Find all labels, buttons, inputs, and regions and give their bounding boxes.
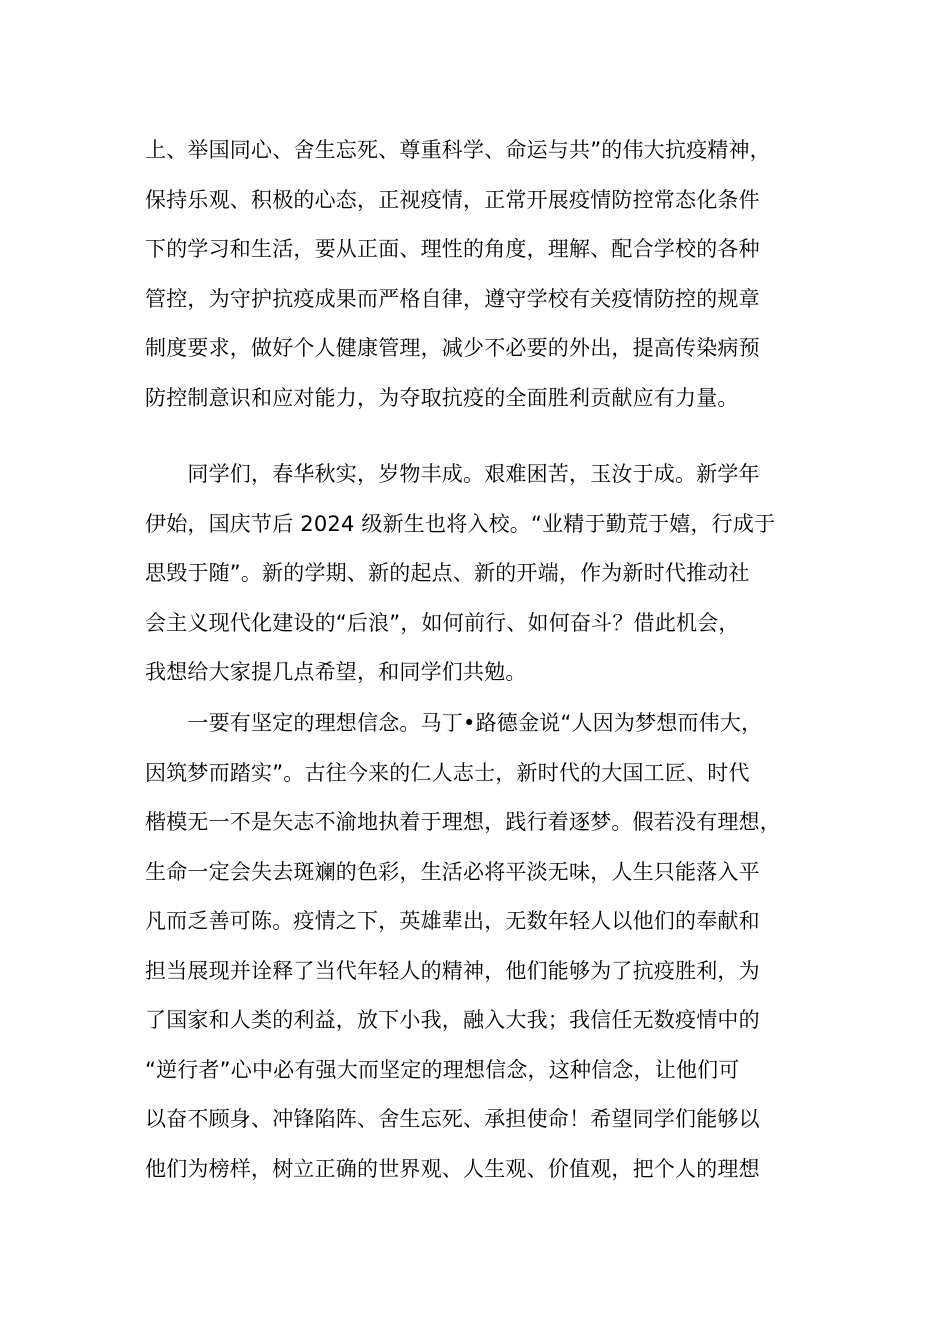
text-line: 伊始，国庆节后 2024 级新生也将入校。“业精于勤荒于嬉，行成于 bbox=[145, 511, 776, 536]
text-line: 了国家和人类的利益，放下小我，融入大我；我信任无数疫情中的 bbox=[145, 1008, 760, 1032]
text-line: 一要有坚定的理想信念。马丁•路德金说“人因为梦想而伟大， bbox=[145, 711, 763, 735]
text-line: 上、举国同心、舍生忘死、尊重科学、命运与共”的伟大抗疫精神， bbox=[145, 138, 771, 162]
paragraph-3 bbox=[145, 699, 845, 1194]
text-line: 楷模无一不是矢志不渝地执着于理想，践行着逐梦。假若没有理想， bbox=[145, 810, 781, 834]
text-line: 因筑梦而踏实”。古往今来的仁人志士，新时代的大国工匠、时代 bbox=[145, 760, 750, 785]
text-line: “逆行者”心中必有强大而坚定的理想信念，这种信念，让他们可 bbox=[145, 1057, 740, 1082]
text-line: 生命一定会失去斑斓的色彩，生活必将平淡无味，人生只能落入平 bbox=[145, 859, 760, 884]
text-line: 担当展现并诠释了当代年轻人的精神，他们能够为了抗疫胜利，为 bbox=[145, 958, 760, 983]
text-line: 管控，为守护抗疫成果而严格自律，遵守学校有关疫情防控的规章 bbox=[145, 286, 760, 311]
text-line: 他们为榜样，树立正确的世界观、人生观、价值观，把个人的理想 bbox=[145, 1156, 760, 1181]
text-line: 以奋不顾身、冲锋陷阵、舍生忘死、承担使命！希望同学们能够以 bbox=[145, 1107, 760, 1131]
text-line: 保持乐观、积极的心态，正视疫情，正常开展疫情防控常态化条件 bbox=[145, 187, 760, 212]
paragraph-1 bbox=[145, 126, 845, 423]
text-line: 会主义现代化建设的“后浪”，如何前行、如何奋斗？借此机会， bbox=[145, 610, 740, 635]
text-line: 制度要求，做好个人健康管理，减少不必要的外出，提高传染病预 bbox=[145, 336, 760, 360]
text-line: 下的学习和生活，要从正面、理性的角度，理解、配合学校的各种 bbox=[145, 237, 760, 261]
text-line: 我想给大家提几点希望，和同学们共勉。 bbox=[145, 660, 527, 684]
text-line: 凡而乏善可陈。疫情之下，英雄辈出，无数年轻人以他们的奉献和 bbox=[145, 909, 760, 933]
text-line: 防控制意识和应对能力，为夺取抗疫的全面胜利贡献应有力量。 bbox=[145, 385, 739, 410]
text-line: 思毁于随”。新的学期、新的起点、新的开端，作为新时代推动社 bbox=[145, 561, 750, 585]
paragraph-2 bbox=[145, 450, 845, 698]
text-line: 同学们，春华秋实，岁物丰成。艰难困苦，玉汝于成。新学年 bbox=[145, 462, 760, 486]
